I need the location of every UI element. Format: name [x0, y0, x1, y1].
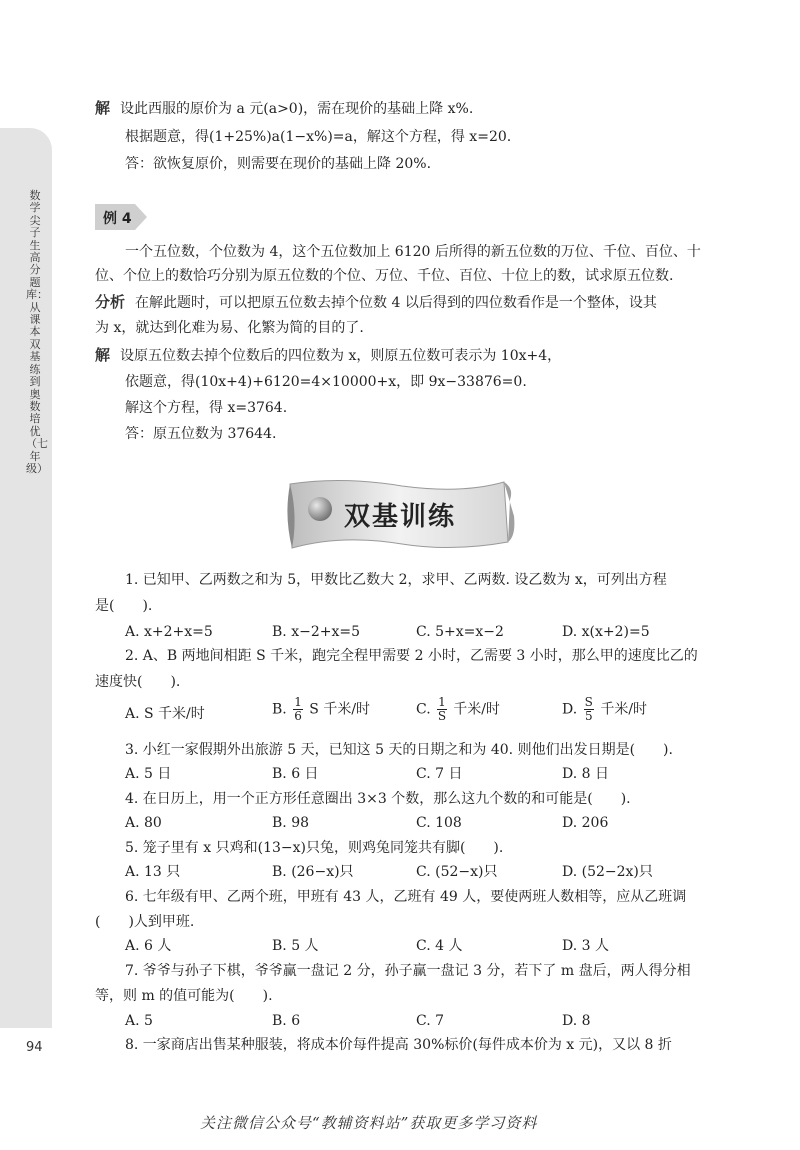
- q5-option-c: C. (52−x)只: [416, 864, 498, 880]
- example-label: 例 4: [103, 211, 132, 227]
- solution-line-2: 根据题意，得(1+25%)a(1−x%)=a，解这个方程，得 x=20.: [125, 129, 512, 145]
- q6-option-c: C. 4 人: [416, 938, 463, 954]
- q4-option-a: A. 80: [125, 815, 162, 831]
- fraction: $\frac{1}{S}$: [437, 695, 447, 723]
- problem-line-2: 位、个位上的数恰巧分别为原五位数的个位、万位、千位、百位、十位上的数，试求原五位数.: [95, 268, 674, 284]
- solution2-label: 解: [95, 346, 111, 364]
- q1-line-2: 是( ).: [95, 598, 153, 614]
- solution2-text: 设原五位数去掉个位数后的四位数为 x，则原五位数可表示为 10x+4，: [120, 348, 562, 364]
- q1-option-b: B. x−2+x=5: [272, 624, 360, 640]
- q2-line-2: 速度快( ).: [95, 674, 181, 690]
- q2-line-1: 2. A、B 两地间相距 S 千米，跑完全程甲需要 2 小时，乙需要 3 小时，那么甲的速度比乙的: [125, 648, 698, 664]
- q1-option-c: C. 5+x=x−2: [416, 624, 504, 640]
- q6-line-2: ( )人到甲班.: [95, 914, 195, 930]
- q6-option-d: D. 3 人: [562, 938, 609, 954]
- problem-line-1: 一个五位数，个位数为 4，这个五位数加上 6120 后所得的新五位数的万位、千位、百位、十: [125, 244, 701, 260]
- solution-text: 设此西服的原价为 a 元(a>0)，需在现价的基础上降 x%.: [120, 101, 474, 117]
- solution2-line-1: [95, 345, 561, 366]
- solution2-line-3: 解这个方程，得 x=3764.: [125, 400, 288, 416]
- section-banner: [282, 476, 517, 556]
- q4-option-c: C. 108: [416, 815, 462, 831]
- q7-option-a: A. 5: [125, 1013, 153, 1029]
- footer-note: 关注微信公众号“教辅资料站”获取更多学习资料: [200, 1114, 538, 1132]
- q2-option-c: C. $\frac{1}{S}$ 千米/时: [416, 695, 500, 723]
- q1-line-1: 1. 已知甲、乙两数之和为 5，甲数比乙数大 2，求甲、乙两数. 设乙数为 x，可列出方程: [125, 572, 667, 588]
- fraction: $\frac{1}{6}$: [294, 695, 302, 723]
- page-number: 94: [26, 1040, 43, 1055]
- q4-option-b: B. 98: [272, 815, 310, 831]
- q1-option-a: A. x+2+x=5: [125, 624, 213, 640]
- q5-option-a: A. 13 只: [125, 864, 181, 880]
- q7-option-d: D. 8: [562, 1013, 591, 1029]
- q6-option-b: B. 5 人: [272, 938, 319, 954]
- q7-line-1: 7. 爷爷与孙子下棋，爷爷赢一盘记 2 分，孙子赢一盘记 3 分，若下了 m 盘后，两人得分相: [125, 963, 691, 979]
- solution2-line-2: 依题意，得(10x+4)+6120=4×10000+x，即 9x−33876=0.: [125, 374, 527, 390]
- q2-option-b: B. $\frac{1}{6}$ S 千米/时: [272, 695, 371, 723]
- q3-option-c: C. 7 日: [416, 766, 463, 782]
- example-tag: [95, 204, 147, 230]
- solution-label: 解: [95, 99, 111, 117]
- solution2-line-4: 答：原五位数为 37644.: [125, 426, 277, 442]
- q3-line-1: 3. 小红一家假期外出旅游 5 天，已知这 5 天的日期之和为 40. 则他们出发日期是( ).: [125, 742, 673, 758]
- fraction: $\frac{S}{5}$: [584, 695, 593, 723]
- analysis-line-1: [95, 292, 657, 313]
- q3-option-d: D. 8 日: [562, 766, 609, 782]
- q5-option-d: D. (52−2x)只: [562, 864, 653, 880]
- q5-line-1: 5. 笼子里有 x 只鸡和(13−x)只兔，则鸡兔同笼共有脚( ).: [125, 840, 504, 856]
- solution-line-3: 答：欲恢复原价，则需要在现价的基础上降 20%.: [125, 156, 432, 172]
- q8-line-1: 8. 一家商店出售某种服装，将成本价每件提高 30%标价(每件成本价为 x 元)，又以 8 折: [125, 1037, 672, 1053]
- q5-option-b: B. (26−x)只: [272, 864, 354, 880]
- analysis-line-2: 为 x，就达到化难为易、化繁为简的目的了.: [95, 320, 364, 336]
- q2-option-a: A. S 千米/时: [125, 706, 205, 722]
- q4-option-d: D. 206: [562, 815, 609, 831]
- series-title: 数学尖子生高分题库：从课本双基练到奥数培优（七年级）: [26, 189, 48, 475]
- q3-option-b: B. 6 日: [272, 766, 319, 782]
- banner-title: 双基训练: [344, 502, 457, 532]
- q7-option-b: B. 6: [272, 1013, 301, 1029]
- q6-line-1: 6. 七年级有甲、乙两个班，甲班有 43 人，乙班有 49 人，要使两班人数相等，应从乙班调: [125, 889, 687, 905]
- q1-option-d: D. x(x+2)=5: [562, 624, 650, 640]
- q4-line-1: 4. 在日历上，用一个正方形任意圈出 3×3 个数，那么这九个数的和可能是( ).: [125, 791, 631, 807]
- analysis-text: 在解此题时，可以把原五位数去掉个位数 4 以后得到的四位数看作是一个整体，设其: [135, 295, 657, 311]
- solution-line-1: [95, 98, 473, 119]
- q7-option-c: C. 7: [416, 1013, 445, 1029]
- q7-line-2: 等，则 m 的值可能为( ).: [95, 988, 273, 1004]
- q6-option-a: A. 6 人: [125, 938, 172, 954]
- q2-option-d: D. $\frac{S}{5}$ 千米/时: [562, 695, 648, 723]
- analysis-label: 分析: [95, 293, 126, 311]
- q3-option-a: A. 5 日: [125, 766, 172, 782]
